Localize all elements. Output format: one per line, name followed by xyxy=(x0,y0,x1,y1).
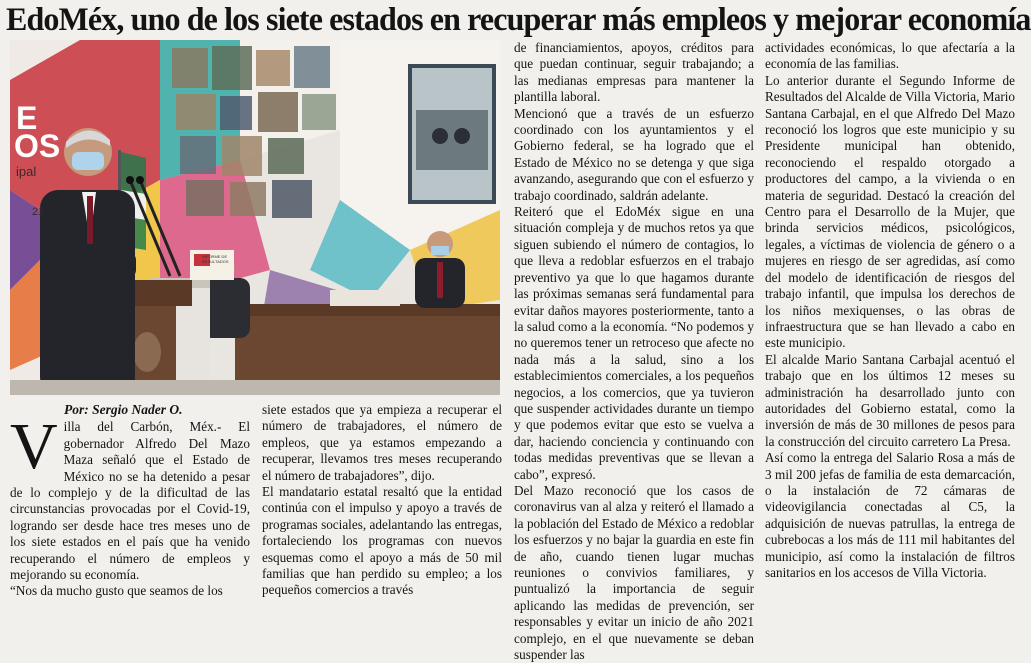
column-3 xyxy=(514,40,754,663)
drop-cap: V xyxy=(10,410,58,484)
headline: EdoMéx, uno de los siete estados en recuperar más empleos y mejorar economía xyxy=(6,2,1031,38)
paragraph-8: Del Mazo reconoció que los casos de coronavirus van al alza y reiteró el llamado a la población del Estado de México a redoblar los esfuerzos y no bajar la guardia en este fin de año, cuando tienen lugar muchas reuniones o convivios familiares, y puntualizó la importancia de seguir aplicando las medidas de prevención, ser responsables y evitar un inicio de año 2021 complejo, en el que nuevamente se deban suspender las xyxy=(514,482,754,663)
byline: Por: Sergio Nader O. xyxy=(64,402,183,417)
backdrop-text-year: 21 xyxy=(32,206,45,218)
paragraph-1 xyxy=(10,410,250,583)
paragraph-5: de financiamientos, apoyos, créditos para que puedan continuar, seguir trabajando; a las medianas empresas para mantener la plantilla laboral. xyxy=(514,40,754,105)
paragraph-6: Mencionó que a través de un esfuerzo coordinado con los ayuntamientos y el Gobierno federal, se ha logrado que el Estado de México no se detenga y que siga avanzando, asegurando que con el esfuerzo y trabajo coordinado, saldrán adelante. xyxy=(514,105,754,203)
backdrop-text-ipal: ipal xyxy=(16,164,37,179)
paragraph-7: Reiteró que el EdoMéx sigue en una situación compleja y de muchos retos ya que siguen subiendo el número de contagios, lo que lleva a redoblar esfuerzos en el trabajo preventivo ya que lo que hagamos durante las próximas semanas será fundamental para evitar daños mayores posteriormente, tanto a la salud como a la economía. “No podemos y no queremos tener un retroceso que afecte no nada más a la salud, sino a los establecimientos comerciales, a los pequeños negocios, a los comercios, que ya tuvieron que suspender actividades durante un tiempo y que podemos evitar que esto se vuelva a dar, haciendo conciencia y continuando con todas medidas preventivas que se llevan a cabo”, expresó. xyxy=(514,204,754,482)
article-photo xyxy=(10,40,500,395)
paragraph-3: siete estados que ya empieza a recuperar el número de trabajadores, el número de empleos, que ya estamos empezando a recuperar, llevamos tres meses recuperando el número de trabajadores”, dijo. xyxy=(262,402,502,483)
paragraph-9: actividades económicas, lo que afectaría a la economía de las familias. xyxy=(765,40,1015,72)
paragraph-12: Así como la entrega del Salario Rosa a más de 3 mil 200 jefas de familia de esta demarcación, o la instalación de 72 cámaras de videovigilancia conectadas al C5, la adquisición de nuevas patrullas, la entrega de cubrebocas a los más de 111 mil habitantes del municipio, así como la instalación de filtros sanitarios en los accesos de Villa Victoria. xyxy=(765,450,1015,580)
paragraph-11: El alcalde Mario Santana Carbajal acentuó el trabajo que en los últimos 12 meses su administración ha desarrollado junto con autoridades del Gobierno estatal, como la inversión de más de 30 millones de pesos para la construcción del circuito carretero La Presa. xyxy=(765,351,1015,449)
column-2 xyxy=(262,402,502,599)
column-1 xyxy=(10,402,250,599)
backdrop-letters-os: OS xyxy=(14,128,61,164)
photo-scene xyxy=(10,40,500,395)
paragraph-10: Lo anterior durante el Segundo Informe de Resultados del Alcalde de Villa Victoria, Mario Santana Carbajal, en el que Alfredo Del Mazo reconoció los logros que este municipio y su Presidente municipal han obtenido, reconociendo el respaldo otorgado a productores del campo, a la vivienda o en materia de seguridad. Destacó la creación del Centro para el Desarrollo de la Mujer, que brinda servicios médicos, psicológicos, legales, a víctimas de violencia de género o a mujeres en riesgo de ser agredidas, así como del modelo de identificación de riesgos del trabajo infantil, que impulsa los derechos de los niños mexiquenses, o las obras de infraestructura que se han llevado a cabo en este municipio. xyxy=(765,72,1015,351)
column-4 xyxy=(765,40,1015,599)
paragraph-2: “Nos da mucho gusto que seamos de los xyxy=(10,583,223,599)
backdrop-letter-e: E xyxy=(16,100,38,136)
paragraph-4: El mandatario estatal resaltó que la entidad continúa con el impulso y apoyo a través de programas sociales, adelantando las entregas, fortaleciendo los programas con nuevos esquemas como el apoyo a más de 50 mil familias que han perdido su empleo; a los pequeños comercios a través xyxy=(262,484,502,598)
podium-sign: INFORME DE RESULTADOS xyxy=(202,254,229,264)
paragraph-1-text: illa del Carbón, Méx.- El gobernador Alfredo Del Mazo Maza señaló que el Estado de México no se ha detenido a pesar de lo complejo y de la dificultad de las circunstancias provocadas por el Covid-19, logrando ser desde hace tres meses uno de los siete estados en el país que ha venido recuperando el número de empleos y mejorando su economía. xyxy=(10,419,250,583)
